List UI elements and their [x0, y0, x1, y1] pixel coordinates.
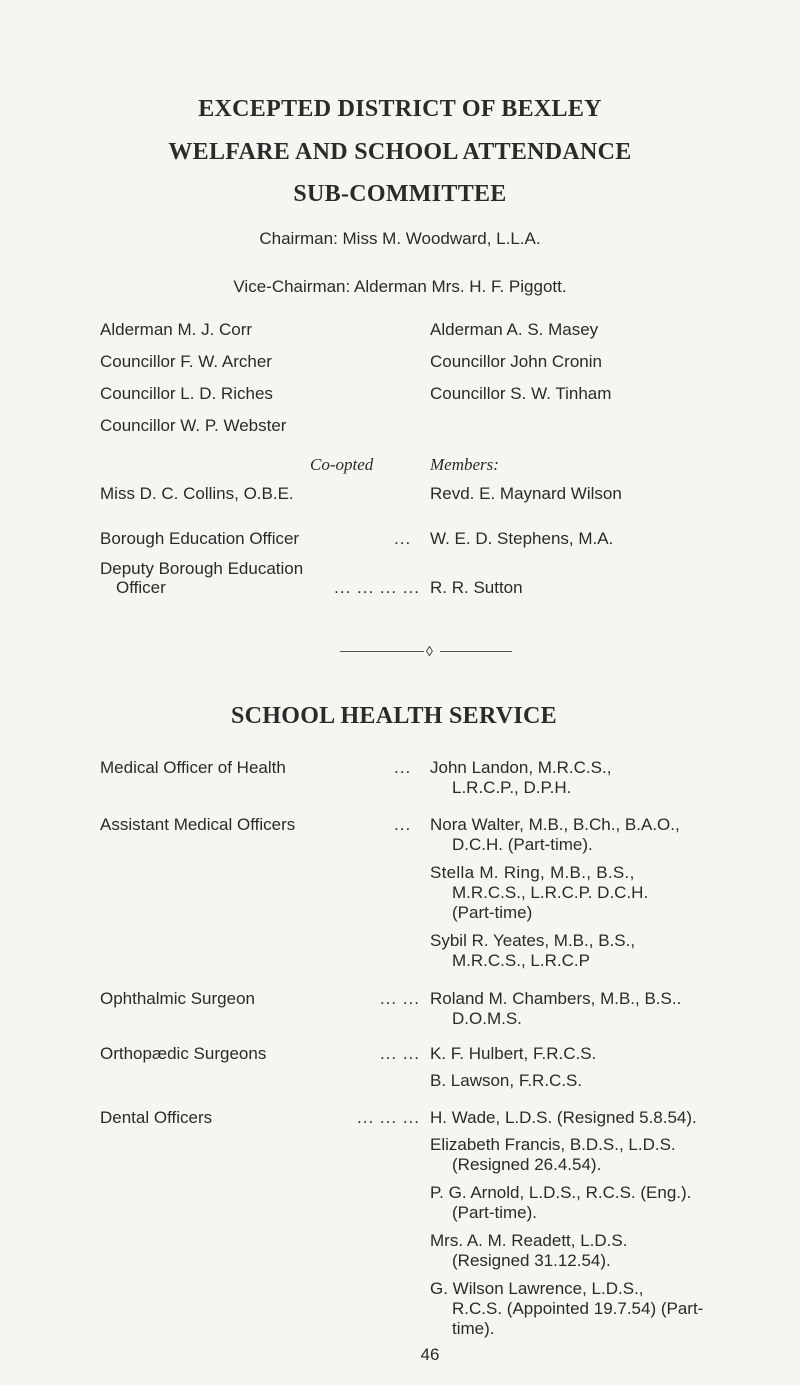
committee-title-line1: EXCEPTED DISTRICT OF BEXLEY: [198, 96, 602, 122]
coopted-left: Miss D. C. Collins, O.B.E.: [100, 484, 294, 503]
oph-leader: ... ...: [379, 989, 420, 1008]
member-right-2: Councillor John Cronin: [430, 352, 602, 371]
officer2-name: R. R. Sutton: [430, 578, 523, 597]
member-right-3: Councillor S. W. Tinham: [430, 384, 612, 403]
dental-name-6: Mrs. A. M. Readett, L.D.S.: [430, 1231, 628, 1250]
dental-leader: ... ... ...: [357, 1108, 420, 1127]
officer1-name: W. E. D. Stephens, M.A.: [430, 529, 614, 548]
dental-name-10: time).: [452, 1319, 495, 1338]
member-left-4: Councillor W. P. Webster: [100, 416, 287, 435]
dental-name-1: H. Wade, L.D.S. (Resigned 5.8.54).: [430, 1108, 697, 1127]
amo-name-4: M.R.C.S., L.R.C.P. D.C.H.: [452, 883, 649, 902]
member-right-1: Alderman A. S. Masey: [430, 320, 599, 339]
oph-name-line1: Roland M. Chambers, M.B., B.S..: [430, 989, 682, 1008]
dental-name-2: Elizabeth Francis, B.D.S., L.D.S.: [430, 1135, 676, 1154]
divider-diamond-icon: ◊: [426, 643, 433, 659]
committee-title-line2: WELFARE AND SCHOOL ATTENDANCE: [168, 139, 632, 165]
divider-left: [340, 651, 424, 652]
ortho-leader: ... ...: [379, 1044, 420, 1063]
coopted-right: Revd. E. Maynard Wilson: [430, 484, 622, 503]
dental-name-5: (Part-time).: [452, 1203, 537, 1222]
member-left-1: Alderman M. J. Corr: [100, 320, 253, 339]
dental-role: Dental Officers: [100, 1108, 213, 1127]
ortho-name-1: K. F. Hulbert, F.R.C.S.: [430, 1044, 597, 1063]
amo-role: Assistant Medical Officers: [100, 815, 296, 834]
amo-name-6: Sybil R. Yeates, M.B., B.S.,: [430, 931, 636, 950]
health-title: SCHOOL HEALTH SERVICE: [230, 703, 557, 729]
dental-name-9: R.C.S. (Appointed 19.7.54) (Part-: [452, 1299, 704, 1318]
dental-name-4: P. G. Arnold, L.D.S., R.C.S. (Eng.).: [430, 1183, 692, 1202]
dental-name-7: (Resigned 31.12.54).: [452, 1251, 611, 1270]
amo-name-2: D.C.H. (Part-time).: [452, 835, 593, 854]
coopted-heading-a: Co-opted: [310, 455, 374, 474]
divider-right: [440, 651, 512, 652]
amo-name-7: M.R.C.S., L.R.C.P: [452, 951, 590, 970]
amo-name-5: (Part-time): [452, 903, 533, 922]
dental-name-3: (Resigned 26.4.54).: [452, 1155, 602, 1174]
amo-name-3: Stella M. Ring, M.B., B.S.,: [430, 863, 635, 882]
moh-role: Medical Officer of Health: [100, 758, 286, 777]
oph-role: Ophthalmic Surgeon: [100, 989, 255, 1008]
ortho-name-2: B. Lawson, F.R.C.S.: [430, 1071, 583, 1090]
committee-title-line3: SUB-COMMITTEE: [293, 181, 507, 207]
moh-leader: ...: [394, 758, 412, 777]
moh-name-line1: John Landon, M.R.C.S.,: [430, 758, 612, 777]
amo-name-1: Nora Walter, M.B., B.Ch., B.A.O.,: [430, 815, 680, 834]
coopted-heading-b: Members:: [430, 455, 499, 474]
chairman-line: Chairman: Miss M. Woodward, L.L.A.: [259, 229, 541, 248]
member-left-3: Councillor L. D. Riches: [100, 384, 273, 403]
oph-name-line2: D.O.M.S.: [452, 1009, 522, 1028]
officer2-role-line1: Deputy Borough Education: [100, 559, 304, 578]
moh-name-line2: L.R.C.P., D.P.H.: [452, 778, 572, 797]
vice-chairman-line: Vice-Chairman: Alderman Mrs. H. F. Piggott.: [233, 277, 567, 296]
amo-leader: ...: [394, 815, 412, 834]
dental-name-8: G. Wilson Lawrence, L.D.S.,: [430, 1279, 644, 1298]
page-number: 46: [420, 1345, 440, 1364]
member-left-2: Councillor F. W. Archer: [100, 352, 272, 371]
ortho-role: Orthopædic Surgeons: [100, 1044, 267, 1063]
officer1-role: Borough Education Officer: [100, 529, 300, 548]
officer1-leader: ...: [394, 529, 412, 548]
officer2-leader: ... ... ... ...: [334, 578, 420, 597]
officer2-role-line2: Officer: [116, 578, 166, 597]
